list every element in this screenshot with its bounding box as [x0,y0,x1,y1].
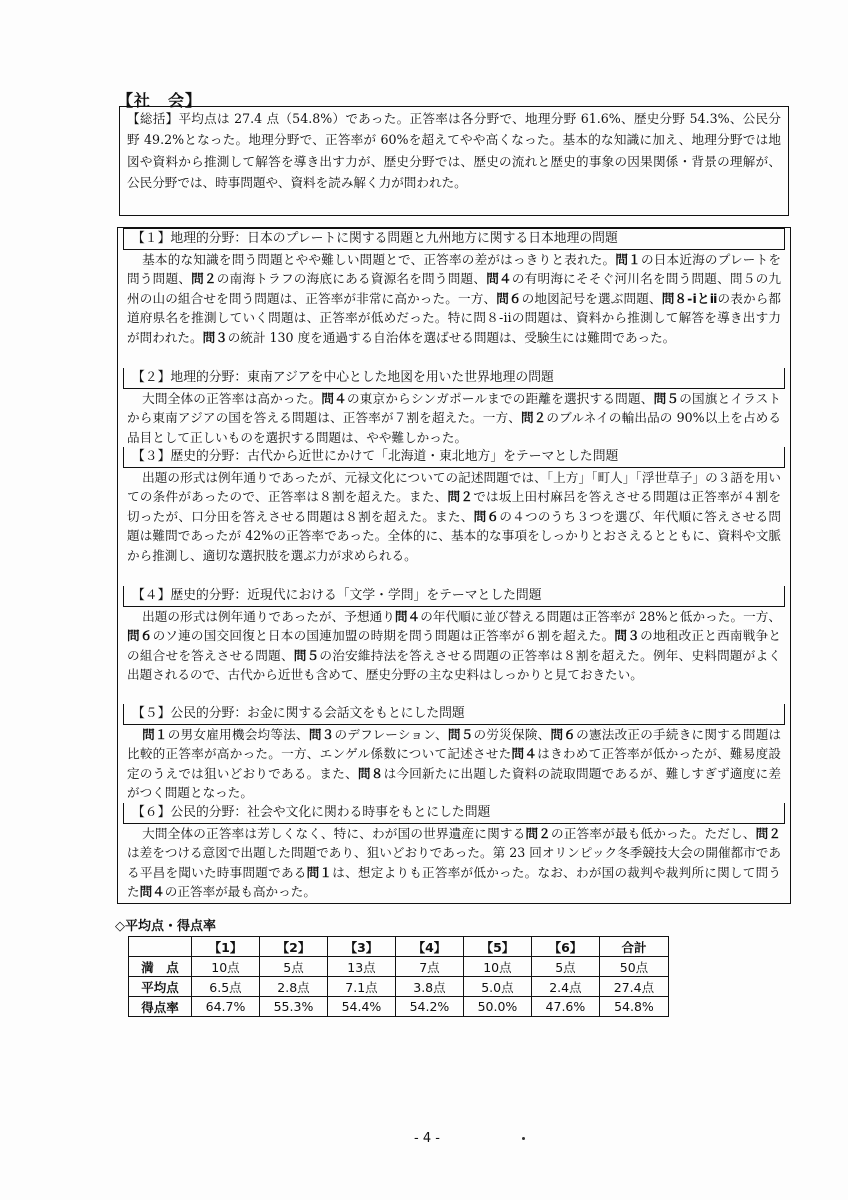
question-heading: 【５】公民的分野：お金に関する会話文をもとにした問題 [123,704,785,725]
commentary-text: は差をつける意図で出題した問題であり、狙いどおりであった。第 23 回オリンピック冬季競技大会の開催都市である平昌を聞いた時事問題である [127,845,781,880]
commentary-text: の男女雇用機会均等法、 [167,727,309,742]
score-table-header-row [129,937,669,957]
commentary-text: 大問全体の正答率は芳しくなく、特に、わが国の世界遺産に関する [142,826,526,841]
score-table-header-cell: 【3】 [327,937,395,957]
commentary-text: 基本的な知識を問う問題とやや難しい問題とで、正答率の差がはっきりと表れた。 [142,252,616,267]
score-table-header-cell: 【6】 [531,937,599,957]
question-reference: 問３ [308,727,335,742]
table-cell: 27.4点 [599,977,668,997]
commentary-text: の南海トラフの海底にある資源名を問う問題、 [216,271,487,287]
question-heading: 【２】地理的分野：東南アジアを中心とした地図を用いた世界地理の問題 [123,368,785,389]
question-reference: 問４ [321,391,347,406]
commentary-text: のソ連の国交回復と日本の国連加盟の時期を問う問題は正答率が６割を超えた。 [152,628,615,644]
table-row [129,977,669,997]
table-row [129,997,669,1017]
section-title: 【社 会】 [117,91,203,110]
question-heading: 【３】歴史的分野：古代から近世にかけて「北海道・東北地方」をテーマとした問題 [123,447,785,468]
question-heading: 【１】地理的分野：日本のプレートに関する問題と九州地方に関する日本地理の問題 [123,228,785,250]
table-cell: 50.0% [463,997,531,1017]
page-number: - 4 - [414,1131,440,1146]
question-reference: 問２ [525,826,552,841]
question-reference: 問４ [139,884,165,900]
table-cell: 54.2% [395,997,463,1017]
commentary-text: の地図記号を選ぶ問題、 [521,290,662,306]
commentary-text: の労災保険、 [473,727,551,742]
question-reference: 問６ [473,508,500,524]
question-reference: 問５ [293,647,320,663]
table-cell: 64.7% [192,997,260,1017]
question-reference: 問３ [614,628,641,644]
score-table-header-cell: 【5】 [463,937,531,957]
table-cell: 10点 [192,957,260,977]
commentary-text: の国旗とイラストから東南アジアの国を答える問題は、正答率が７割を超えた。一方、 [127,391,782,426]
question-reference: 問６ [127,628,153,644]
commentary-text: の憲法改正の手続きに関する問題は比較的正答率が高かった。一方、エンゲル係数について記述させた [127,727,782,762]
commentary-text: の日本近海のプレートを問う問題、 [127,252,781,287]
question-reference: 問４ [511,746,538,762]
question-reference: 問５ [653,391,680,406]
question-reference: 問５ [447,727,474,742]
commentary-text: の統計 130 度を通過する自治体を選ばせる問題は、受験生には難問であった。 [227,329,676,345]
score-table [128,936,669,1017]
score-table-header-cell: 【1】 [192,937,260,957]
table-cell: 2.4点 [531,977,599,997]
question-commentary [123,607,785,704]
table-cell: 7点 [395,957,463,977]
score-table-header-cell: 【2】 [259,937,327,957]
table-cell: 6.5点 [192,977,260,997]
commentary-text: の表から都道府県名を推測していく問題は、正答率が低めだった。特に問８-ⅱの問題は、資料から推測して解答を導き出す力が問われた。 [127,290,782,345]
table-cell: 3.8点 [395,977,463,997]
question-reference: 問２ [520,410,547,426]
commentary-text: の４つのうち３つを選び、年代順に答えさせる問題は難問であったが 42%の正答率であった。全体的に、基本的な事項をしっかりとおさえるとともに、資料や文脈から推測し、適切な選択肢を選ぶ力が求められる。 [127,508,782,563]
summary-box [119,106,789,216]
question-reference: 問３ [202,329,228,345]
question-reference: 問２ [447,489,474,505]
scan-speck [522,1137,525,1140]
question-analysis-box [117,227,791,904]
table-cell: 50点 [599,957,668,977]
question-reference: 問４ [394,609,421,624]
table-cell: 2.8点 [259,977,327,997]
commentary-text: 出題の形式は例年通りであったが、元禄文化についての記述問題では、「上方」「町人」「浮世草子」の３語を用いての条件があったので、正答率は８割を超えた。また、 [127,470,781,505]
table-cell: 5.0点 [463,977,531,997]
commentary-text: 出題の形式は例年通りであったが、予想通り [142,609,395,624]
question-reference: 問２ [191,271,217,287]
commentary-text: はきわめて正答率が低かったが、難易度設定のうえでは狙いどおりである。また、 [127,746,782,781]
table-row [129,957,669,977]
table-cell: 54.4% [327,997,395,1017]
commentary-text: のデフレーション、 [334,727,448,742]
score-table-header-cell [129,937,192,957]
question-reference: 問６ [496,290,522,306]
commentary-text: の正答率が最も高かった。 [164,884,316,900]
commentary-text: の年代順に並び替える問題は正答率が 28%と低かった。一方、 [420,609,782,624]
commentary-text: 大問全体の正答率は高かった。 [142,391,322,406]
score-table-title: ◇平均点・得点率 [115,919,216,934]
question-reference: 問８ [357,765,384,781]
commentary-text: は、想定よりも正答率が低かった。なお、わが国の裁判や裁判所に関して問うた [127,864,781,900]
question-reference: 問６ [550,727,577,742]
question-commentary [123,389,785,447]
question-list [118,228,790,902]
table-cell: 7.1点 [327,977,395,997]
table-cell: 55.3% [259,997,327,1017]
question-commentary [123,824,785,902]
question-reference: 問２ [755,826,782,841]
row-label: 平均点 [129,977,192,997]
row-label: 満 点 [129,957,192,977]
commentary-text: の治安維持法を答えさせる問題の正答率は８割を超えた。例年、史料問題がよく出題されるので、古代から近世も含めて、歴史分野の主な史料はしっかりと見ておきたい。 [127,647,781,683]
table-cell: 54.8% [599,997,668,1017]
question-reference: 問１ [306,864,333,880]
question-commentary [123,468,785,586]
question-reference: 問８-ⅰとⅱ [661,290,718,306]
commentary-text: は今回新たに出題した資料の読取問題であるが、難しすぎず適度に差がつく問題となった。 [127,765,781,801]
commentary-text: では坂上田村麻呂を答えさせる問題は正答率が４割を切ったが、口分田を答えさせる問題は８割を超えた。また、 [127,489,782,524]
row-label: 得点率 [129,997,192,1017]
commentary-text: のブルネイの輸出品の 90%以上を占める品目として正しいものを選択する問題は、やや難しかった。 [127,410,781,445]
question-commentary [123,725,785,803]
score-table-header-cell: 合計 [599,937,668,957]
commentary-text: の東京からシンガポールまでの距離を選択する問題、 [346,391,654,406]
commentary-text: の正答率が最も低かった。ただし、 [551,826,756,841]
table-cell: 13点 [327,957,395,977]
table-cell: 5点 [531,957,599,977]
question-reference: 問１ [615,252,641,267]
table-cell: 5点 [259,957,327,977]
score-table-header-cell: 【4】 [395,937,463,957]
table-cell: 47.6% [531,997,599,1017]
question-commentary [123,250,785,368]
question-heading: 【４】歴史的分野：近現代における「文学・学問」をテーマとした問題 [123,586,785,607]
commentary-text: の有明海にそそぐ河川名を問う問題、問５の九州の山の組合せを問う問題は、正答率が非常に高かった。一方、 [127,271,781,306]
summary-text: 【総括】平均点は 27.4 点（54.8%）であった。正答率は各分野で、地理分野 61.6%、歴史分野 54.3%、公民分野 49.2%となった。地理分野で、正答率が 60%を超えてやや高くなった。基本的な知識に加え、地理分野では地図や資料から推測して解答を導き出す力が、歴史分野では、歴史の流れと歴史的事象の因果関係・背景の理解が、公民分野では、時事問題や、資料を読み解く力が問われた。 [127,111,781,191]
question-reference: 問１ [142,727,168,742]
table-cell: 10点 [463,957,531,977]
question-reference: 問４ [486,271,512,287]
commentary-text: の地租改正と西南戦争との組合せを答えさせる問題、 [127,628,782,663]
question-heading: 【６】公民的分野：社会や文化に関わる時事をもとにした問題 [123,803,785,824]
